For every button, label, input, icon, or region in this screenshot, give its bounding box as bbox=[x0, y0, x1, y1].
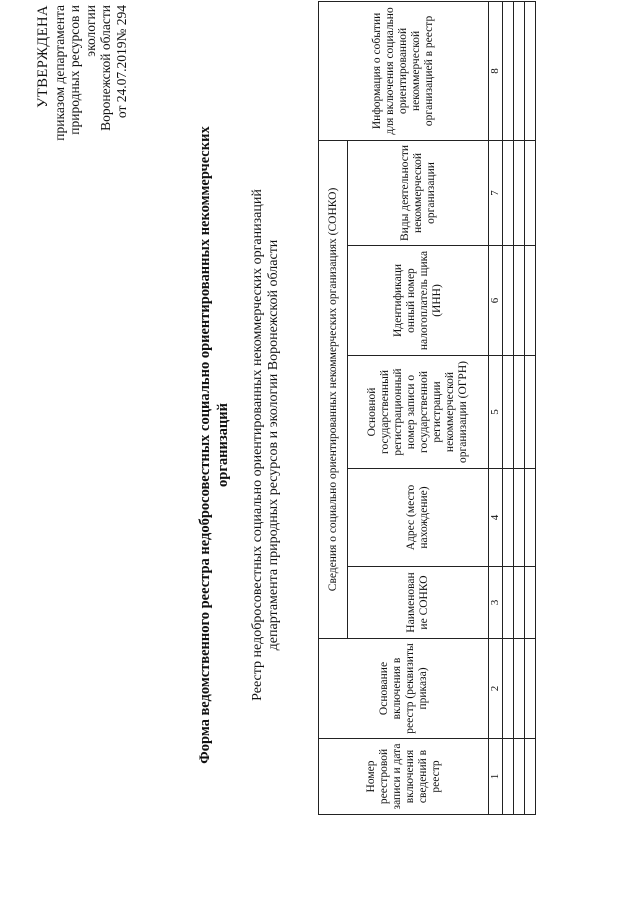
table-cell bbox=[514, 639, 525, 739]
table-cell bbox=[514, 246, 525, 356]
header-cell: Основной государственный регистрационный номер записи о государственной регистрации некоммерческой организации (ОГРН) bbox=[348, 356, 489, 469]
header-cell: Идентификаци онный номер налогоплатель щика (ИНН) bbox=[348, 246, 489, 356]
column-number: 2 bbox=[489, 639, 503, 739]
approval-line: приказом департамента bbox=[51, 5, 67, 141]
approval-line: Воронежской области bbox=[98, 5, 113, 131]
table-cell bbox=[503, 1, 514, 140]
table-cell bbox=[514, 469, 525, 567]
column-number: 7 bbox=[489, 140, 503, 245]
title-line: организаций bbox=[215, 403, 231, 487]
table-cell bbox=[503, 739, 514, 815]
table-cell bbox=[525, 246, 536, 356]
column-number: 3 bbox=[489, 567, 503, 639]
document-title bbox=[196, 55, 232, 835]
table-cell bbox=[525, 1, 536, 140]
table-row bbox=[503, 1, 514, 814]
title-line: Форма ведомственного реестра недобросовестных социально ориентированных некоммерческих bbox=[197, 126, 213, 764]
register-subtitle bbox=[250, 55, 282, 835]
table-cell bbox=[525, 469, 536, 567]
approval-date: от 24.07.2019№ 294 bbox=[113, 5, 129, 119]
register-table bbox=[318, 1, 536, 815]
subtitle-line: Реестр недобросовестных социально ориентированных некоммерческих организаций bbox=[250, 189, 265, 701]
header-cell: Адрес (место нахождение) bbox=[348, 469, 489, 567]
header-cell: Номер реестровой записи и дата включения сведений в реестр bbox=[319, 739, 489, 815]
header-cell: Наименован ие СОНКО bbox=[348, 567, 489, 639]
approval-stamp bbox=[36, 5, 129, 185]
column-number: 8 bbox=[489, 1, 503, 140]
approval-heading: УТВЕРЖДЕНА bbox=[35, 5, 51, 108]
table-cell bbox=[503, 356, 514, 469]
table-cell bbox=[514, 1, 525, 140]
table-cell bbox=[525, 739, 536, 815]
table-cell bbox=[503, 567, 514, 639]
table-cell bbox=[514, 140, 525, 245]
table-cell bbox=[503, 639, 514, 739]
header-cell: Информация о событии для включения социально ориентированной некоммерческой организацией в реестр bbox=[319, 1, 489, 140]
header-cell: Основание включения в реестр (реквизиты приказа) bbox=[319, 639, 489, 739]
table-cell bbox=[514, 356, 525, 469]
table-cell bbox=[514, 739, 525, 815]
group-header-cell: Сведения о социально ориентированных некоммерческих организациях (СОНКО) bbox=[319, 140, 348, 638]
table-cell bbox=[503, 469, 514, 567]
column-number: 1 bbox=[489, 739, 503, 815]
approval-line: природных ресурсов и экологии bbox=[67, 5, 98, 135]
table-cell bbox=[503, 246, 514, 356]
column-number: 5 bbox=[489, 356, 503, 469]
column-number: 4 bbox=[489, 469, 503, 567]
table-row bbox=[514, 1, 525, 814]
table-cell bbox=[503, 140, 514, 245]
column-number: 6 bbox=[489, 246, 503, 356]
table-cell bbox=[525, 356, 536, 469]
table-cell bbox=[525, 567, 536, 639]
table-cell bbox=[525, 639, 536, 739]
table-cell bbox=[525, 140, 536, 245]
table-cell bbox=[514, 567, 525, 639]
table-row bbox=[525, 1, 536, 814]
header-cell: Виды деятельности некоммерческой организации bbox=[348, 140, 489, 245]
subtitle-line: департамента природных ресурсов и экологии Воронежской области bbox=[266, 239, 281, 651]
